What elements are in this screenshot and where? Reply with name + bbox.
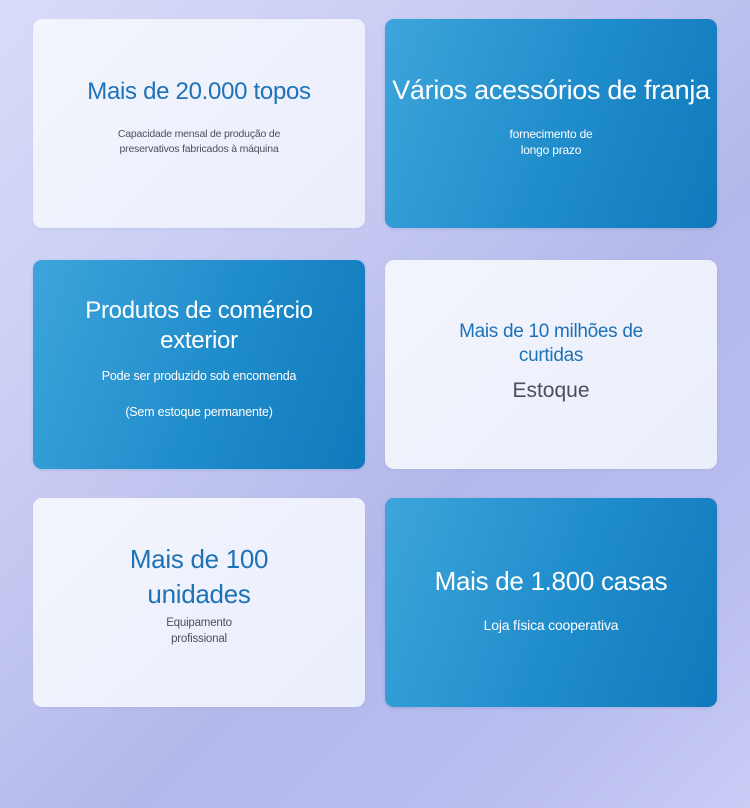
card-title: Mais de 1.800 casas [434, 566, 668, 597]
card-title: Mais de 10 milhões de curtidas [459, 320, 643, 366]
card-title: Vários acessórios de franja [392, 74, 710, 105]
feature-card-fringe-accessories [385, 19, 717, 228]
feature-card-equipment [33, 498, 365, 707]
feature-card-cooperative-stores [385, 498, 717, 707]
card-note: (Sem estoque permanente) [125, 404, 273, 419]
card-extra-label: Estoque [512, 379, 590, 403]
feature-card-production-capacity [33, 19, 365, 228]
feature-card-likes-stock [385, 260, 717, 469]
card-title: Produtos de comércio exterior [85, 297, 313, 354]
card-title: Mais de 100 unidades [129, 544, 269, 610]
card-subtitle: fornecimento de longo prazo [509, 126, 593, 158]
card-subtitle: Capacidade mensal de produção de preservativos fabricados à máquina [117, 127, 281, 155]
card-subtitle: Loja física cooperativa [483, 616, 619, 633]
card-subtitle: Pode ser produzido sob encomenda [101, 369, 297, 383]
feature-card-foreign-trade [33, 260, 365, 469]
card-subtitle: Equipamento profissional [166, 616, 232, 645]
card-title: Mais de 20.000 topos [87, 77, 311, 105]
